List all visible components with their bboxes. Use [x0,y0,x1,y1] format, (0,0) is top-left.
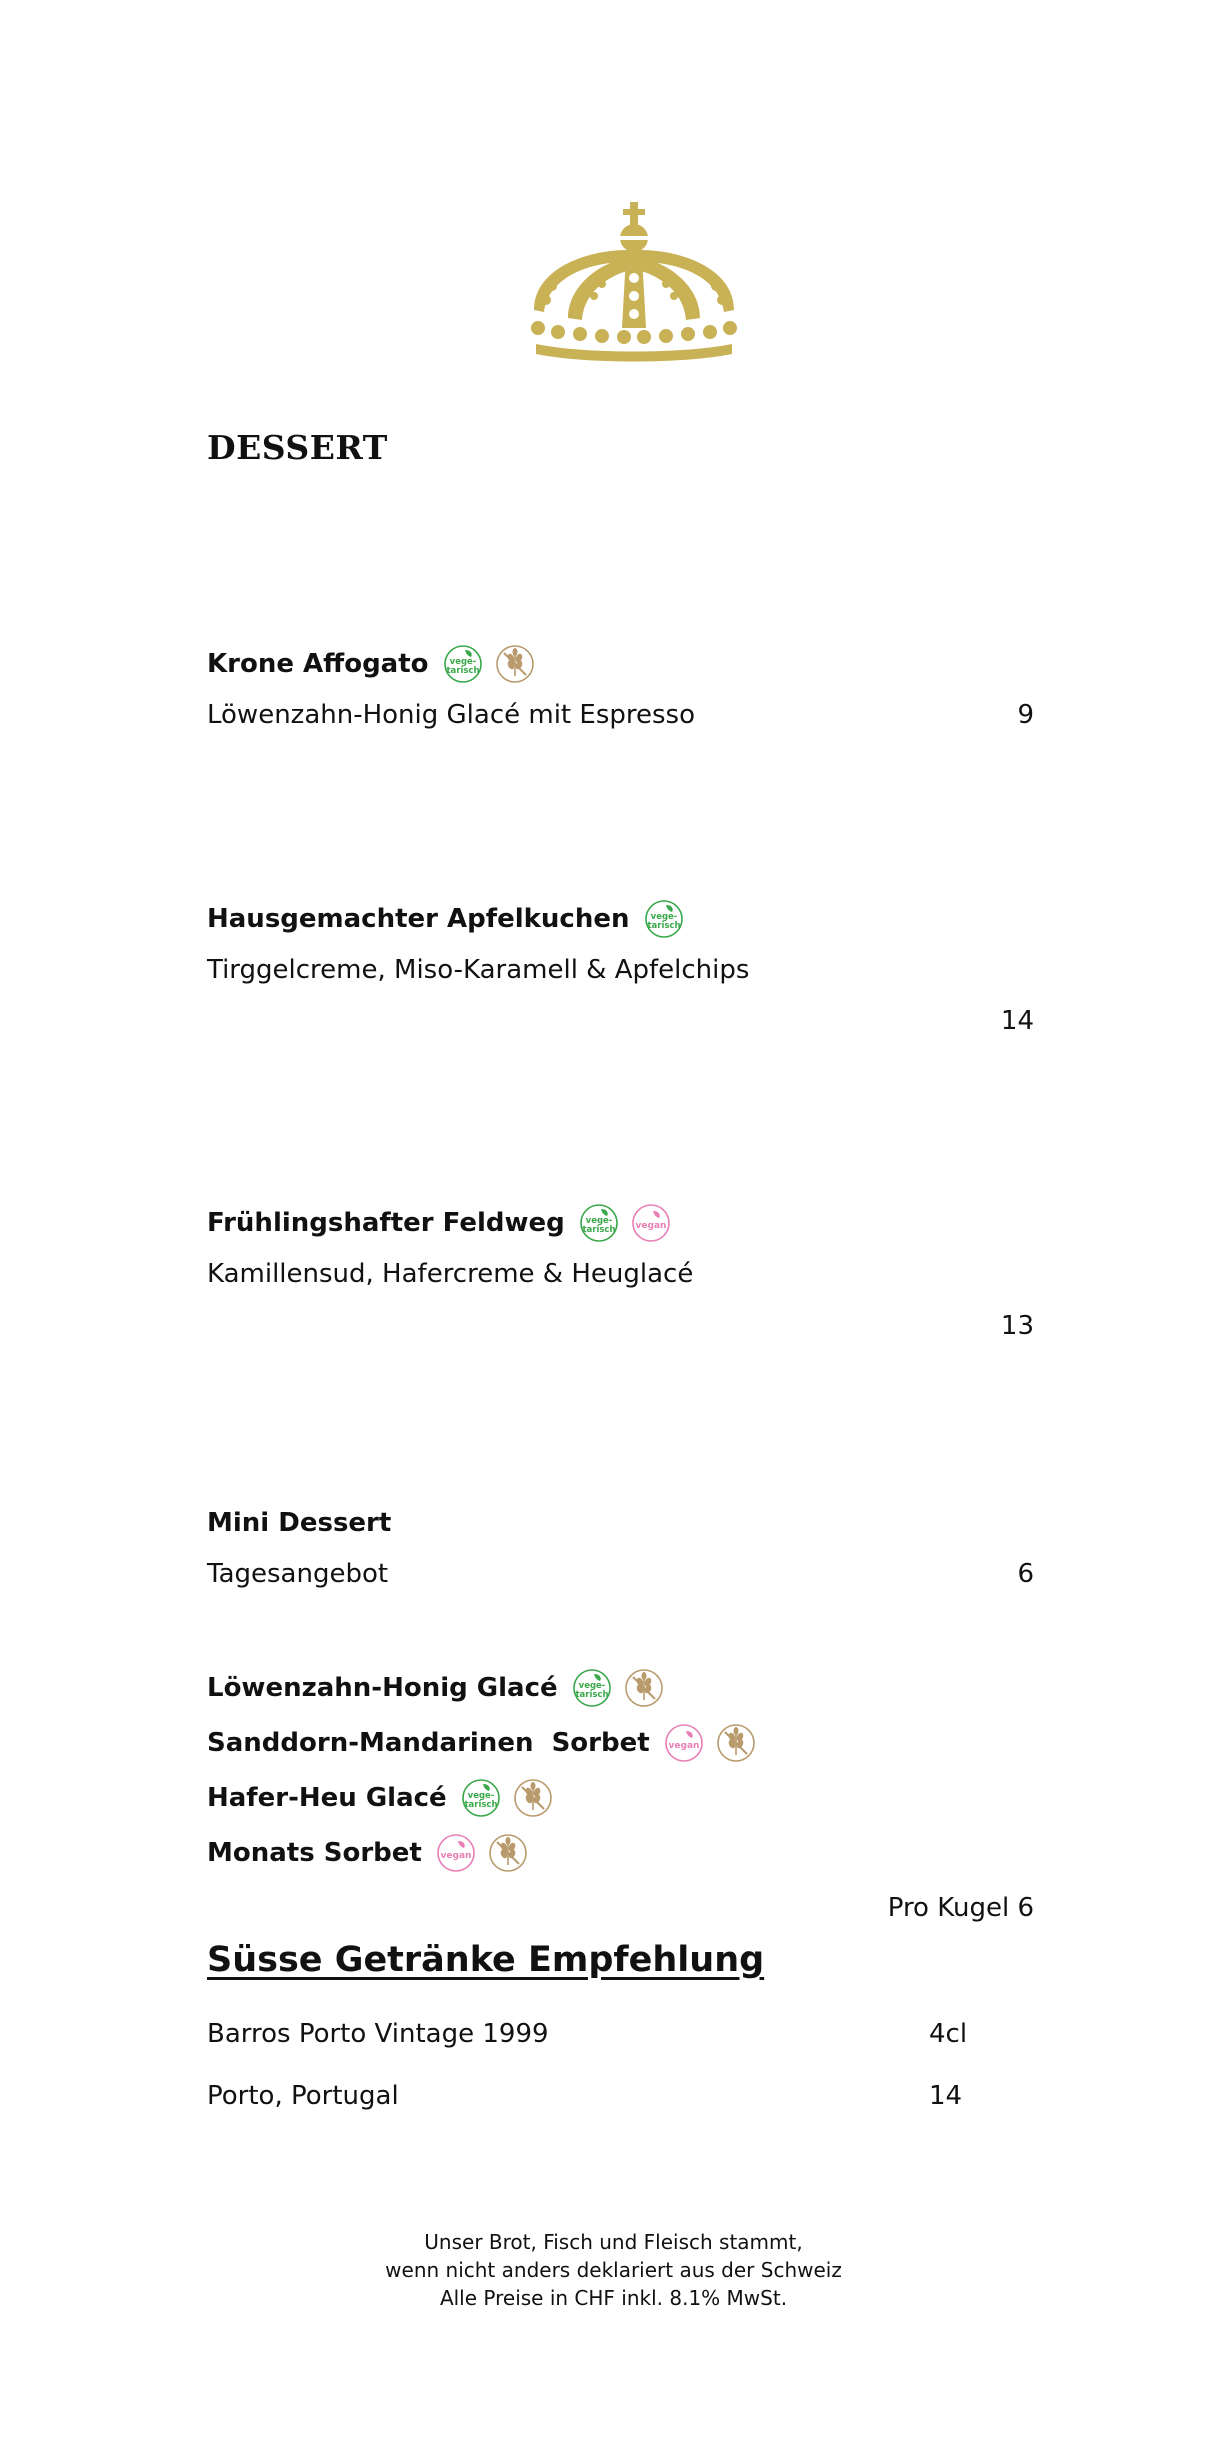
gluten-free-icon [488,1833,528,1873]
dish-name-text: Mini Dessert [207,1508,392,1538]
scoop-item [207,1723,756,1763]
dish-price: 9 [1017,700,1034,730]
dish-price: 14 [1000,1006,1034,1036]
dish-badges [443,644,535,684]
footer-line: Alle Preise in CHF inkl. 8.1% MwSt. [439,2286,788,2310]
dish-price: 6 [1017,1559,1034,1589]
svg-text:tarisch: tarisch [646,921,681,931]
dish-badges [579,1203,671,1243]
drinks-title: Süsse Getränke Empfehlung [207,1940,765,1980]
scoop-item [207,1833,528,1873]
footer-line: Unser Brot, Fisch und Fleisch stammt, [424,2230,803,2254]
dish-description: Kamillensud, Hafercreme & Heuglacé [207,1259,694,1289]
svg-text:tarisch: tarisch [582,1225,616,1235]
scoop-item [207,1668,664,1708]
dish-name-text: Krone Affogato [207,649,429,679]
footer-line: wenn nicht anders deklariert aus der Schweiz [385,2258,842,2282]
svg-text:vege-: vege- [467,1791,495,1801]
drink-label: Barros Porto Vintage 1999 [207,2019,549,2049]
vegetarian-icon [579,1203,619,1243]
drink-label: Porto, Portugal [207,2081,399,2111]
drink-value: 4cl [929,2019,968,2049]
dish-price: 13 [1000,1311,1034,1341]
gluten-free-icon [624,1668,664,1708]
dish-name [207,644,535,684]
svg-text:vege-: vege- [585,1216,613,1226]
dish-description: Tagesangebot [207,1559,389,1589]
scoop-badges [461,1778,553,1818]
scoop-name: Monats Sorbet [207,1838,422,1868]
scoop-badges [572,1668,664,1708]
svg-text:vegan: vegan [635,1221,667,1231]
vegetarian-icon [644,899,684,939]
scoop-item [207,1778,553,1818]
svg-text:tarisch: tarisch [575,1690,609,1700]
vegan-icon [631,1203,671,1243]
scoop-name: Sanddorn-Mandarinen Sorbet [207,1728,650,1758]
gluten-free-icon [495,644,535,684]
svg-text:tarisch: tarisch [446,666,480,676]
dish-name [207,899,684,939]
dish-name [207,1508,391,1538]
gluten-free-icon [716,1723,756,1763]
dish-name-text: Hausgemachter Apfelkuchen [207,904,630,934]
scoop-name: Löwenzahn-Honig Glacé [207,1673,558,1703]
dish-badges [644,899,684,939]
svg-text:vege-: vege- [650,912,677,922]
svg-text:vege-: vege- [578,1681,605,1691]
scoop-badges [436,1833,528,1873]
dish-name-text: Frühlingshafter Feldweg [207,1208,565,1238]
drink-value: 14 [929,2081,963,2111]
scoop-price: Pro Kugel 6 [887,1893,1034,1923]
vegan-icon [436,1833,476,1873]
scoop-name: Hafer-Heu Glacé [207,1783,447,1813]
vegetarian-icon [461,1778,501,1818]
section-title: DESSERT [207,428,388,467]
footer-note [0,2228,1227,2312]
svg-text:vegan: vegan [668,1741,700,1751]
gluten-free-icon [513,1778,553,1818]
dish-description: Tirggelcreme, Miso-Karamell & Apfelchips [207,955,750,985]
svg-text:tarisch: tarisch [464,1800,498,1810]
crown-logo [524,200,744,364]
svg-text:vege-: vege- [449,657,476,667]
dish-name [207,1203,671,1243]
dish-description: Löwenzahn-Honig Glacé mit Espresso [207,700,695,730]
vegetarian-icon [572,1668,612,1708]
svg-text:vegan: vegan [440,1851,472,1861]
scoop-badges [664,1723,756,1763]
vegetarian-icon [443,644,483,684]
vegan-icon [664,1723,704,1763]
